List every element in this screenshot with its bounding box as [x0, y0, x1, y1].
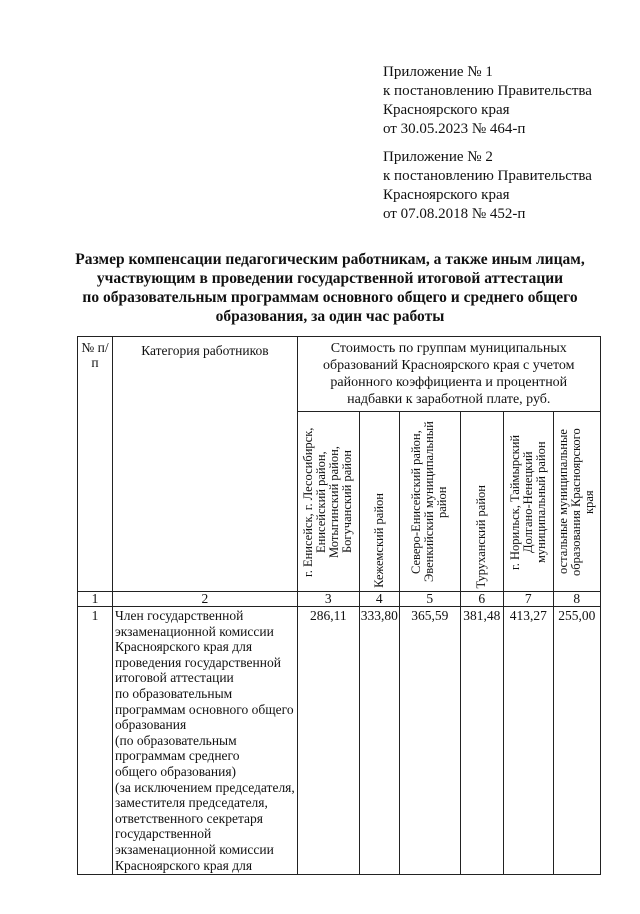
title-line: Размер компенсации педагогическим работникам, а также иным лицам,	[75, 251, 585, 268]
column-number: 7	[503, 592, 553, 607]
category-line: программам основного общего	[115, 701, 294, 717]
row-value-group-5: 413,27	[503, 607, 553, 875]
header-group-2	[359, 412, 399, 592]
category-line: образования	[115, 717, 187, 733]
header-group-5-label: г. Норильск, Таймырский Долгано-Ненецкий муниципальный район	[507, 434, 548, 570]
appendix-2-line: к постановлению Правительства	[383, 168, 592, 184]
appendix-2-line: Приложение № 2	[383, 149, 493, 165]
row-value-group-1: 286,11	[297, 607, 359, 875]
title-line: образования, за один час работы	[215, 308, 445, 325]
header-group-4-label: Туруханский район	[474, 484, 489, 588]
title-line: участвующим в проведении государственной итоговой аттестации	[96, 270, 564, 287]
column-number-row	[78, 592, 601, 607]
header-cost: Стоимость по группам муниципальных образований Красноярского края с учетом районного коэффициента и процентной надбавки к заработной плате, руб.	[297, 337, 600, 412]
title-line: по образовательным программам основного общего и среднего общего	[82, 289, 578, 306]
header-group-3	[399, 412, 460, 592]
category-line: Член государственной	[115, 608, 244, 623]
row-category	[113, 607, 298, 875]
appendix-1-line: Приложение № 1	[383, 64, 493, 80]
column-number: 4	[359, 592, 399, 607]
appendix-1-line: к постановлению Правительства	[383, 83, 592, 99]
category-line: Красноярского края для	[115, 639, 253, 655]
category-line: по образовательным	[115, 685, 233, 701]
appendix-1-block	[383, 63, 633, 139]
category-line: заместителя председателя,	[115, 795, 268, 811]
category-line: Красноярского края для	[115, 857, 253, 873]
category-line: общего образования)	[115, 763, 237, 779]
appendix-1-line: Красноярского края	[383, 102, 510, 118]
compensation-table	[77, 336, 601, 875]
row-number: 1	[78, 607, 113, 875]
category-line: экзаменационной комиссии	[115, 841, 274, 857]
category-line: (за исключением председателя,	[115, 779, 295, 795]
appendix-2-line: от 07.08.2018 № 452-п	[383, 206, 526, 222]
header-group-6	[553, 412, 600, 592]
header-group-4	[460, 412, 503, 592]
row-value-group-2: 333,80	[359, 607, 399, 875]
column-number: 2	[113, 592, 298, 607]
table-row	[78, 607, 601, 875]
category-line: экзаменационной комиссии	[115, 623, 274, 639]
category-line: государственной	[115, 826, 212, 842]
row-value-group-6: 255,00	[553, 607, 600, 875]
column-number: 6	[460, 592, 503, 607]
appendix-1-line: от 30.05.2023 № 464-п	[383, 121, 526, 137]
row-value-group-3: 365,59	[399, 607, 460, 875]
header-category: Категория работников	[113, 337, 298, 592]
header-group-5	[503, 412, 553, 592]
column-number: 1	[78, 592, 113, 607]
category-line: ответственного секретаря	[115, 810, 263, 826]
header-group-3-label: Северо-Енисейский район, Эвенкийский муниципальный район	[409, 421, 450, 583]
header-group-6-label: остальные муниципальные образования Красноярского края	[556, 428, 597, 576]
category-line: (по образовательным	[115, 732, 237, 748]
category-line: проведения государственной	[115, 654, 281, 670]
appendix-2-line: Красноярского края	[383, 187, 510, 203]
column-number: 8	[553, 592, 600, 607]
category-line: программам среднего	[115, 748, 240, 764]
header-group-1-label: г. Енисейск, г. Лесосибирск, Енисейский район, Мотыгинский район, Богучанский район	[301, 427, 355, 577]
header-group-2-label: Кежемский район	[371, 493, 386, 588]
column-number: 3	[297, 592, 359, 607]
column-number: 5	[399, 592, 460, 607]
header-number: № п/п	[78, 337, 113, 592]
document-title	[60, 250, 600, 326]
row-value-group-4: 381,48	[460, 607, 503, 875]
header-group-1	[297, 412, 359, 592]
category-line: итоговой аттестации	[115, 670, 234, 686]
appendix-2-block	[383, 148, 633, 224]
